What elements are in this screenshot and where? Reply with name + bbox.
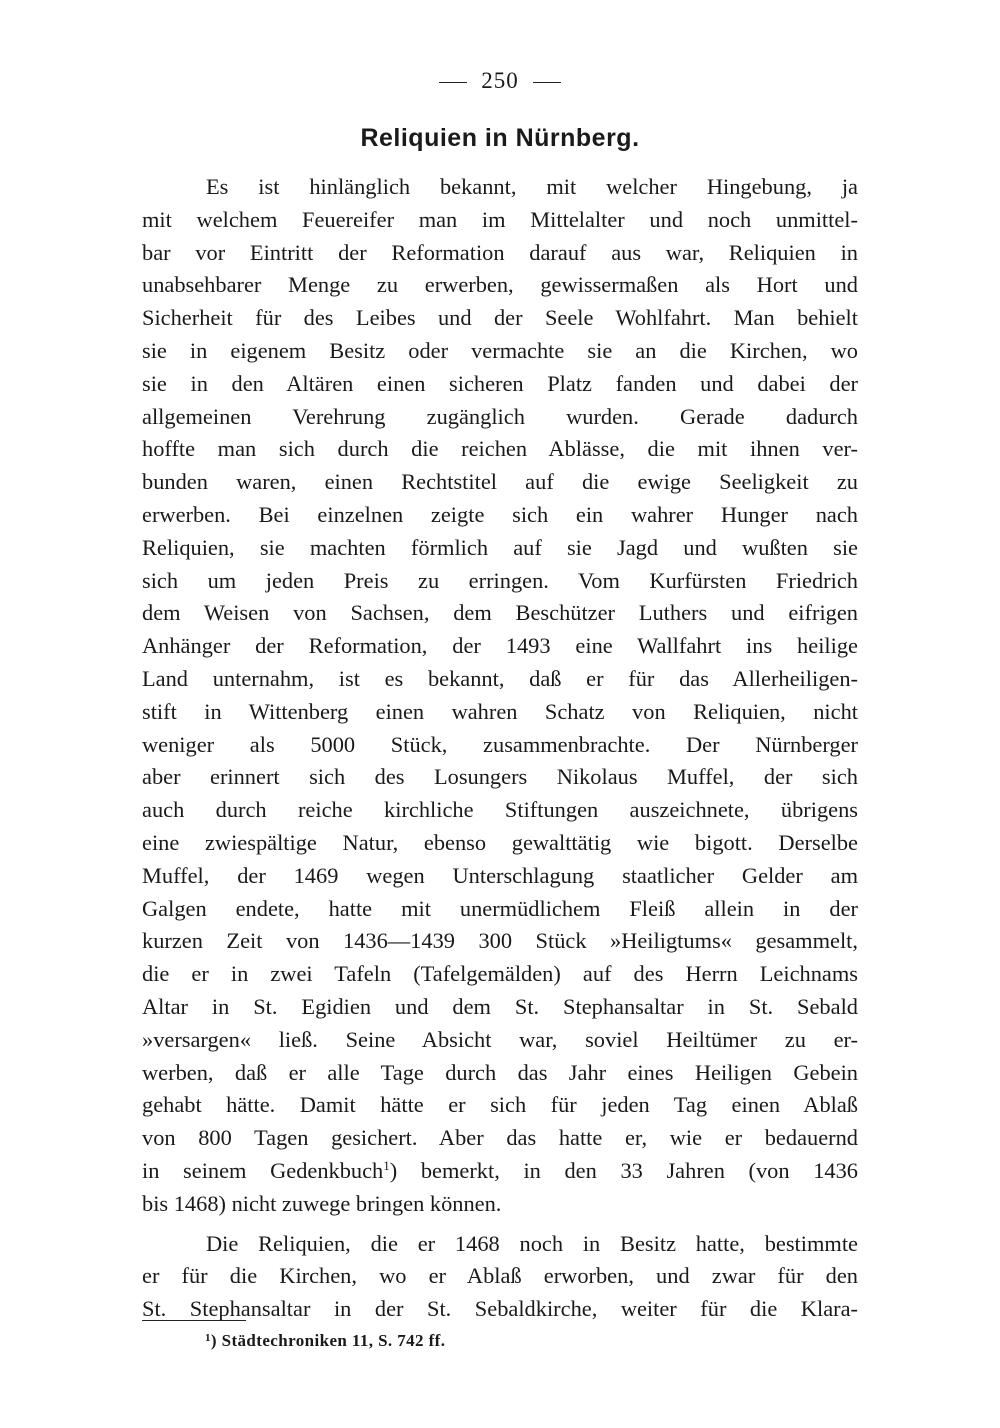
text-line: allgemeinen Verehrung zugänglich wurden. Gerade dadurch	[142, 403, 858, 429]
text-line: »versargen« ließ. Seine Absicht war, soviel Heiltümer zu er-	[142, 1026, 858, 1052]
paragraph-1	[142, 171, 858, 1221]
text-line: sich um jeden Preis zu erringen. Vom Kurfürsten Friedrich	[142, 567, 858, 593]
chapter-title: Reliquien in Nürnberg.	[360, 124, 640, 152]
text-line: bis 1468) nicht zuwege bringen können.	[142, 1190, 502, 1216]
page-number-dash-right	[533, 82, 561, 83]
footnote-text: ) Städtechroniken 11, S. 742 ff.	[210, 1331, 446, 1350]
text-line: eine zwiespältige Natur, ebenso gewalttätig wie bigott. Derselbe	[142, 829, 858, 855]
text-line: Die Reliquien, die er 1468 noch in Besitz hatte, bestimmte	[206, 1230, 858, 1256]
text-segment: ) bemerkt, in den 33 Jahren (von 1436	[389, 1157, 858, 1183]
text-line: er für die Kirchen, wo er Ablaß erworben, und zwar für den	[142, 1263, 858, 1289]
text-line: Altar in St. Egidien und dem St. Stephansaltar in St. Sebald	[142, 993, 858, 1019]
text-line: erwerben. Bei einzelnen zeigte sich ein wahrer Hunger nach	[142, 501, 858, 527]
text-line: von 800 Tagen gesichert. Aber das hatte er, wie er bedauernd	[142, 1125, 858, 1151]
footnote-reference: 1	[383, 1157, 390, 1173]
text-line: werben, daß er alle Tage durch das Jahr eines Heiligen Gebein	[142, 1059, 858, 1085]
text-line: dem Weisen von Sachsen, dem Beschützer Luthers und eifrigen	[142, 600, 858, 626]
text-line: bunden waren, einen Rechtstitel auf die ewige Seeligkeit zu	[142, 469, 858, 495]
footnote-mark: 1	[205, 1332, 211, 1344]
text-line-with-footnote	[142, 1155, 858, 1188]
body-text	[142, 171, 858, 1326]
text-line: auch durch reiche kirchliche Stiftungen auszeichnete, übrigens	[142, 797, 858, 823]
text-line: aber erinnert sich des Losungers Nikolaus Muffel, der sich	[142, 764, 858, 790]
text-line: hoffte man sich durch die reichen Ablässe, die mit ihnen ver-	[142, 436, 858, 462]
text-line: sie in eigenem Besitz oder vermachte sie an die Kirchen, wo	[142, 337, 858, 363]
text-line: gehabt hätte. Damit hätte er sich für jeden Tag einen Ablaß	[142, 1092, 858, 1118]
text-line: mit welchem Feuereifer man im Mittelalter und noch unmittel-	[142, 206, 858, 232]
page-number-dash-left	[439, 82, 467, 83]
paragraph-2	[142, 1228, 858, 1326]
page-number	[0, 68, 1000, 94]
text-line: unabsehbarer Menge zu erwerben, gewissermaßen als Hort und	[142, 272, 858, 298]
footnote	[205, 1331, 445, 1351]
text-line: Galgen endete, hatte mit unermüdlichem Fleiß allein in der	[142, 895, 858, 921]
text-line: bar vor Eintritt der Reformation darauf aus war, Reliquien in	[142, 239, 858, 265]
text-line: Muffel, der 1469 wegen Unterschlagung staatlicher Gelder am	[142, 862, 858, 888]
text-line: St. Stephansaltar in der St. Sebaldkirche, weiter für die Klara-	[142, 1296, 858, 1322]
footnote-separator	[142, 1320, 246, 1321]
text-line: Reliquien, sie machten förmlich auf sie Jagd und wußten sie	[142, 534, 858, 560]
text-line: weniger als 5000 Stück, zusammenbrachte. Der Nürnberger	[142, 731, 858, 757]
text-line: Sicherheit für des Leibes und der Seele Wohlfahrt. Man behielt	[142, 305, 858, 331]
page-number-value: 250	[481, 68, 519, 93]
text-line: Land unternahm, ist es bekannt, daß er für das Allerheiligen-	[142, 665, 858, 691]
text-line: stift in Wittenberg einen wahren Schatz von Reliquien, nicht	[142, 698, 858, 724]
text-line: Es ist hinlänglich bekannt, mit welcher Hingebung, ja	[206, 174, 858, 199]
text-line: die er in zwei Tafeln (Tafelgemälden) auf des Herrn Leichnams	[142, 961, 858, 987]
text-line: sie in den Altären einen sicheren Platz fanden und dabei der	[142, 370, 858, 396]
text-segment: in seinem Gedenkbuch	[142, 1157, 384, 1183]
text-line: kurzen Zeit von 1436—1439 300 Stück »Heiligtums« gesammelt,	[142, 928, 858, 954]
text-line: Anhänger der Reformation, der 1493 eine Wallfahrt ins heilige	[142, 633, 858, 659]
